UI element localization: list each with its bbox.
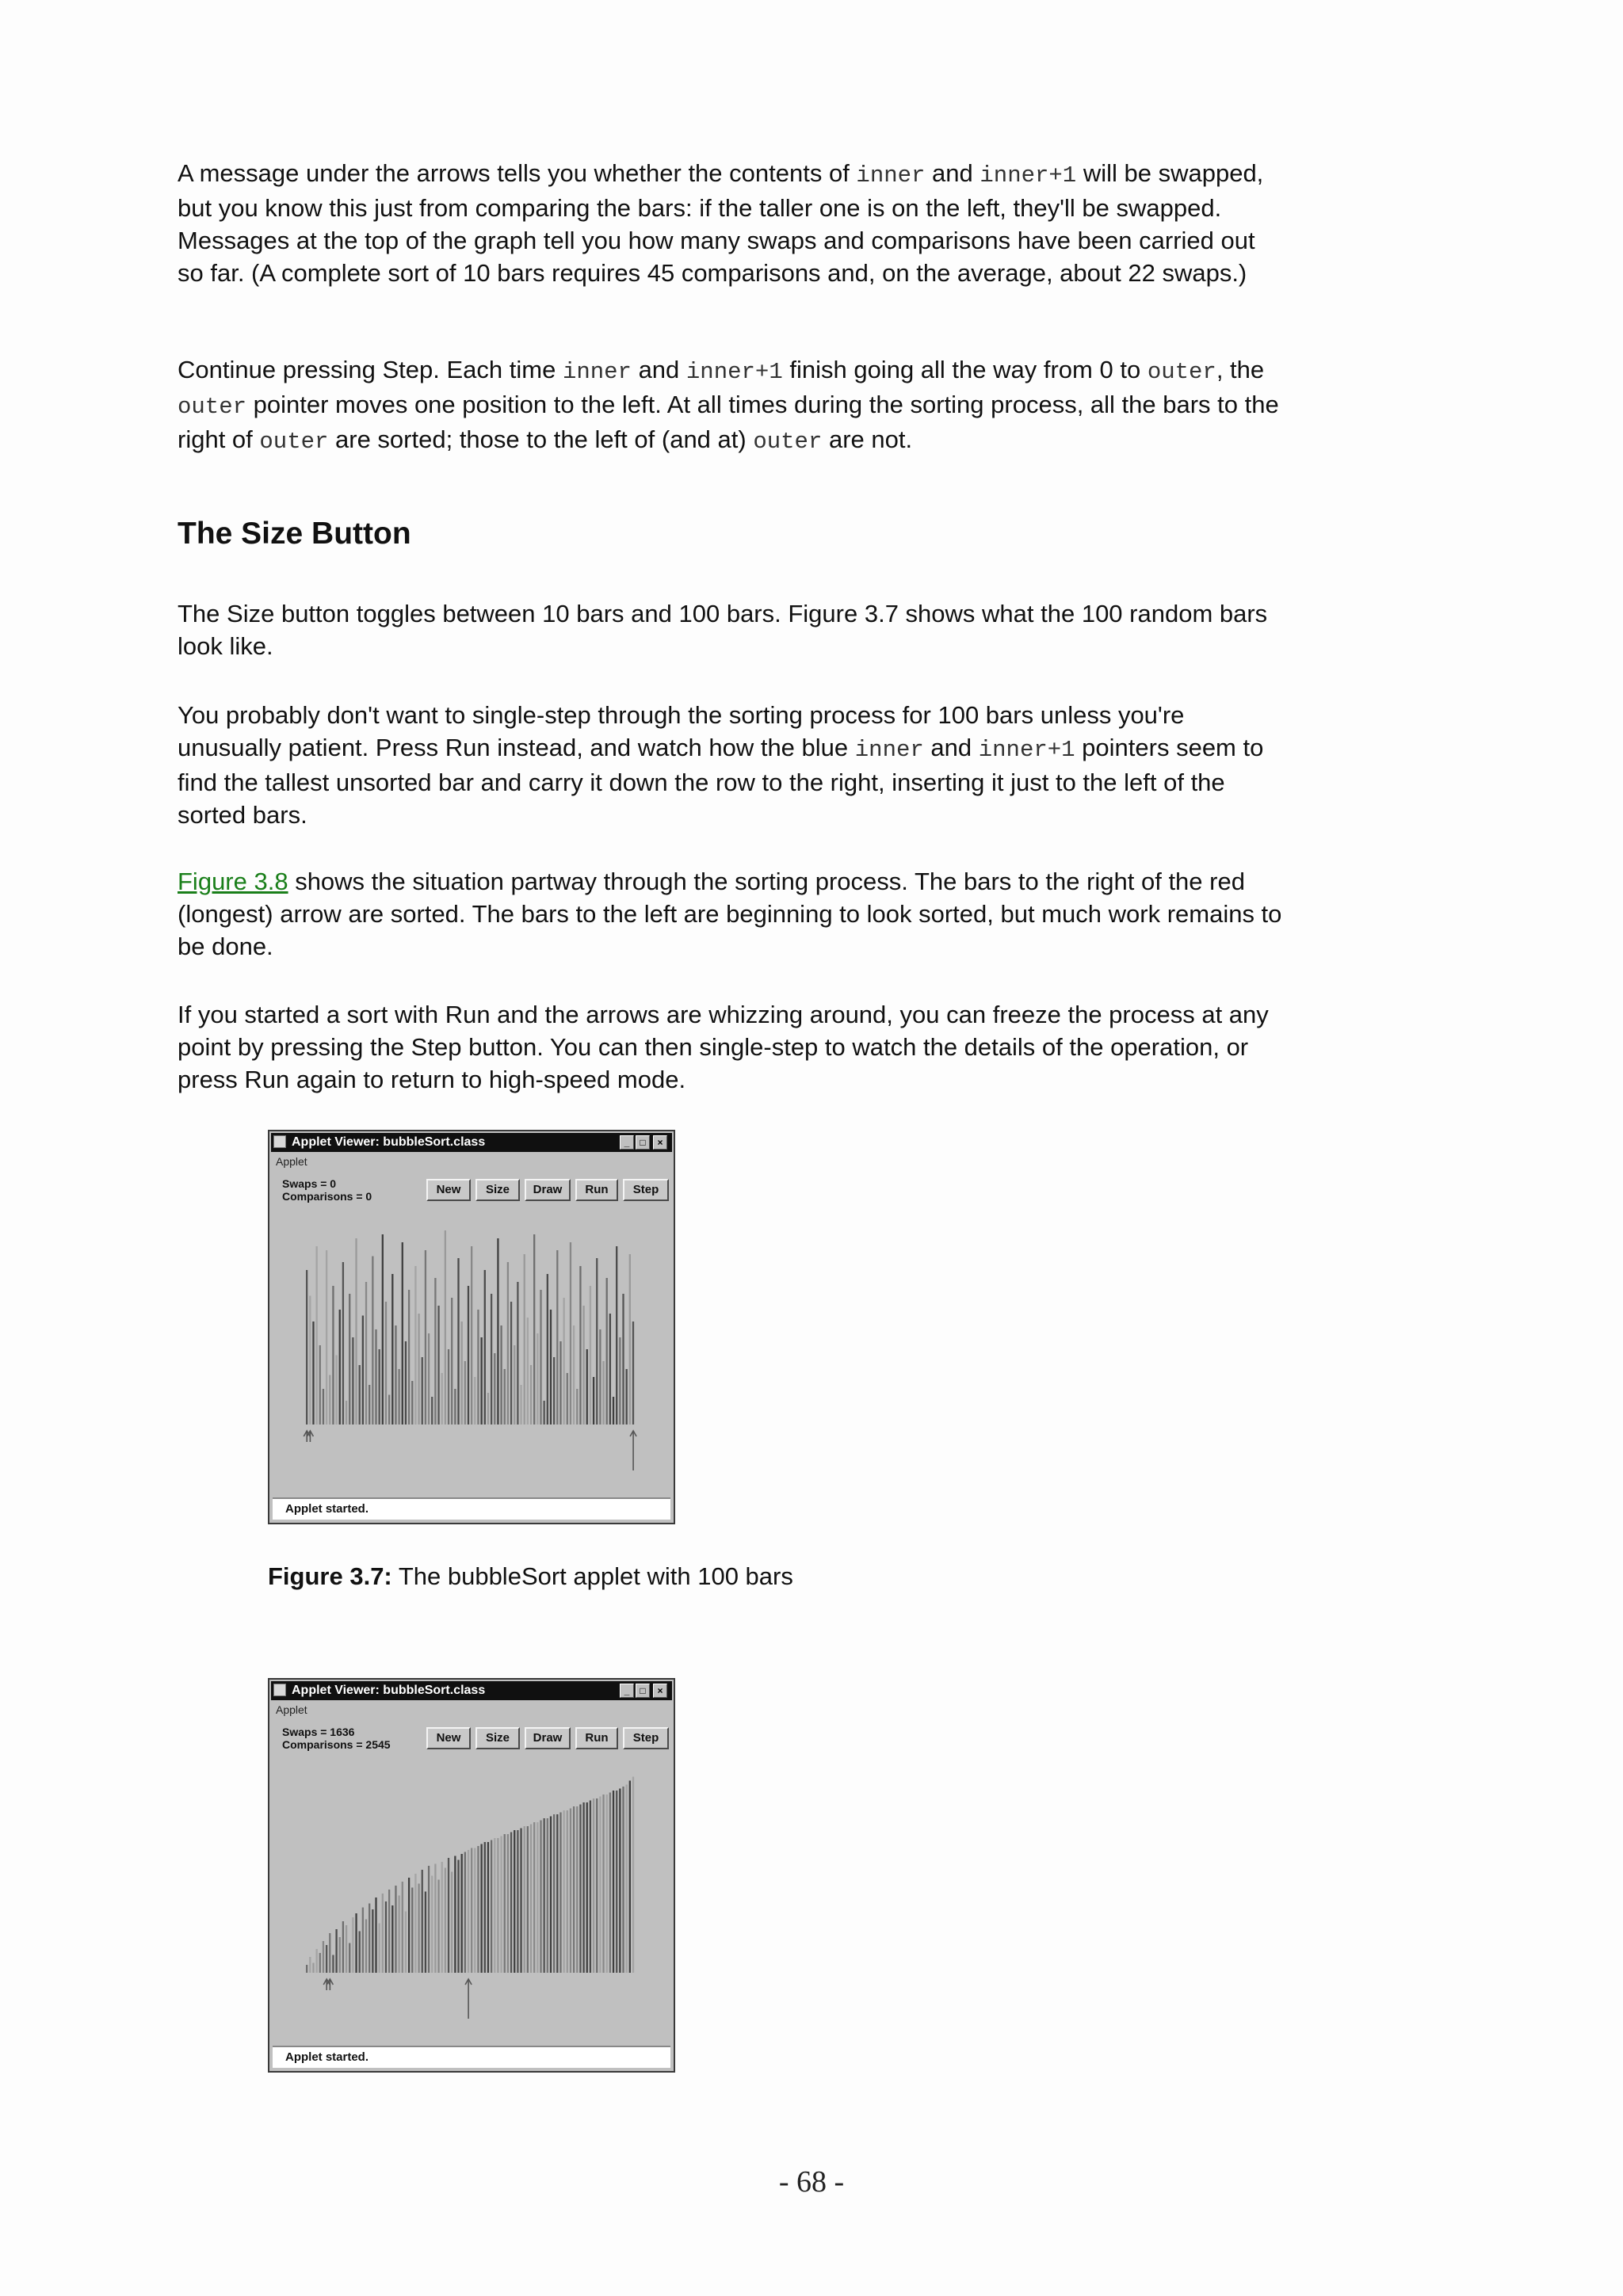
figure-caption-label: Figure 3.7: [268, 1562, 392, 1590]
bar [451, 1298, 453, 1425]
bar [579, 1266, 581, 1425]
bar [494, 1353, 495, 1425]
bar [622, 1294, 624, 1425]
bar [329, 1933, 330, 1973]
bar [550, 1817, 552, 1974]
bar [544, 1818, 545, 1973]
bar [379, 1924, 380, 1974]
bar [428, 1333, 430, 1425]
bar [369, 1904, 370, 1974]
bar [359, 1932, 361, 1974]
bar [544, 1401, 545, 1425]
bar [579, 1805, 581, 1974]
new-button[interactable]: New [426, 1179, 471, 1201]
bar [491, 1840, 492, 1974]
paragraph-run-instead [178, 699, 1287, 831]
bar [480, 1844, 482, 1974]
bar [609, 1314, 611, 1425]
bar [457, 1258, 459, 1425]
code-inner: inner [562, 359, 632, 385]
applet-menu[interactable]: Applet [276, 1155, 307, 1168]
bar [372, 1909, 373, 1973]
bar [527, 1826, 529, 1973]
bar [441, 1862, 443, 1973]
bar [527, 1318, 529, 1425]
bar [428, 1866, 430, 1973]
bar [553, 1814, 555, 1973]
bar [464, 1361, 466, 1425]
paragraph-size-button [178, 597, 1287, 662]
bar [540, 1821, 541, 1974]
bar [596, 1258, 598, 1425]
bar [520, 1829, 521, 1974]
bar [395, 1325, 396, 1425]
bar [349, 1943, 350, 1974]
bar [609, 1793, 611, 1974]
bar [448, 1858, 449, 1973]
bar [329, 1375, 330, 1425]
applet-window-figure-3-8 [268, 1678, 675, 2073]
bar [355, 1913, 357, 1973]
bar [362, 1908, 364, 1974]
p4-text-b: and [923, 734, 979, 761]
code-inner-plus-1: inner+1 [980, 162, 1077, 189]
bar [369, 1385, 370, 1425]
bar [556, 1250, 558, 1425]
bar [524, 1254, 525, 1425]
paragraph-continue-step [178, 353, 1287, 458]
bar [359, 1365, 361, 1425]
bar [375, 1897, 376, 1973]
bar [547, 1818, 548, 1973]
bar [362, 1316, 364, 1425]
bar [590, 1801, 591, 1974]
bar [451, 1872, 453, 1974]
bar [332, 1955, 334, 1974]
bar [464, 1852, 466, 1974]
page-number: - 68 - [778, 2165, 845, 2199]
bar [507, 1262, 509, 1425]
bar [524, 1826, 525, 1973]
bar [540, 1290, 541, 1425]
bar [563, 1298, 564, 1425]
bar [306, 1965, 307, 1973]
bar [425, 1250, 426, 1425]
comparisons-count: Comparisons = 2545 [282, 1738, 391, 1751]
size-button[interactable]: Size [475, 1179, 520, 1201]
p5-text-a: shows the situation partway through the sorting process. The bars to the right of the red (longest) arrow are sorted. The bars to the left are beginning to look sorted, but much work remains to be done. [178, 868, 1282, 960]
bar [448, 1349, 449, 1425]
bar [582, 1306, 584, 1425]
bar [309, 1296, 311, 1425]
bar [599, 1329, 601, 1425]
code-inner-plus-1: inner+1 [978, 737, 1075, 763]
code-outer: outer [259, 429, 329, 455]
bar [411, 1888, 413, 1974]
bar [388, 1890, 390, 1973]
close-icon[interactable]: × [653, 1135, 667, 1150]
bar [613, 1397, 614, 1425]
bar [437, 1880, 439, 1974]
bar [616, 1246, 617, 1425]
bar [567, 1373, 568, 1425]
bar [342, 1921, 344, 1973]
window-title: Applet Viewer: bubbleSort.class [292, 1684, 486, 1697]
bar [556, 1814, 558, 1973]
bar [398, 1369, 399, 1425]
bar [632, 1322, 634, 1425]
bar [632, 1777, 634, 1974]
bar [461, 1322, 463, 1425]
maximize-icon[interactable]: □ [636, 1684, 650, 1698]
applet-status-bar: Applet started. [273, 1497, 670, 1520]
bar [590, 1286, 591, 1425]
bar [599, 1797, 601, 1974]
draw-button[interactable]: Draw [525, 1179, 571, 1201]
bar [586, 1802, 588, 1973]
bar [474, 1848, 475, 1974]
bar [434, 1278, 436, 1425]
bar [422, 1870, 423, 1973]
bar [477, 1846, 479, 1973]
bar [619, 1789, 621, 1974]
bar [596, 1798, 598, 1973]
bar [411, 1381, 413, 1425]
p1-text-b: and [925, 159, 980, 187]
applet-window-icon [273, 1135, 286, 1148]
bar [402, 1242, 403, 1425]
bar [497, 1238, 498, 1425]
new-button[interactable]: New [426, 1727, 471, 1749]
bar [484, 1842, 486, 1973]
window-titlebar [271, 1133, 672, 1152]
bar [335, 1929, 337, 1973]
p2-text-d: , the [1216, 356, 1265, 383]
bar [418, 1314, 419, 1425]
bar [405, 1341, 407, 1425]
bar [619, 1337, 621, 1425]
bar [418, 1884, 419, 1974]
bar [352, 1337, 353, 1425]
bar [517, 1282, 518, 1425]
figure-3-8-link[interactable]: Figure 3.8 [178, 868, 288, 895]
step-button[interactable]: Step [623, 1179, 669, 1201]
bar [510, 1833, 512, 1974]
bar [537, 1333, 538, 1425]
close-icon[interactable]: × [653, 1684, 667, 1698]
bar [408, 1290, 410, 1425]
bar [382, 1894, 384, 1973]
p2-text-g: are not. [822, 425, 913, 453]
bar [422, 1357, 423, 1425]
bar [487, 1393, 489, 1425]
bar [474, 1377, 475, 1425]
bar [487, 1842, 489, 1973]
outer-arrow [630, 1431, 636, 1470]
bar [441, 1373, 443, 1425]
bar [586, 1349, 588, 1425]
bar [398, 1896, 399, 1974]
bar [553, 1357, 555, 1425]
code-outer: outer [753, 429, 823, 455]
size-button[interactable]: Size [475, 1727, 520, 1749]
p6-text: If you started a sort with Run and the arrows are whizzing around, you can freeze the process at any point by pressing the Step button. You can then single-step to watch the details of the operation, or press Run again to return to high-speed mode. [178, 1001, 1269, 1093]
bar [339, 1937, 341, 1973]
figure-caption-text: The bubbleSort applet with 100 bars [391, 1562, 793, 1590]
bar [335, 1356, 337, 1425]
bar [346, 1925, 347, 1973]
bar [431, 1397, 433, 1425]
run-button[interactable]: Run [575, 1179, 618, 1201]
bar [326, 1945, 327, 1973]
section-heading: The Size Button [178, 517, 411, 551]
bar [593, 1377, 594, 1425]
bar [484, 1270, 486, 1425]
bar [332, 1286, 334, 1425]
bar [454, 1856, 456, 1974]
bar [323, 1941, 324, 1973]
bar [480, 1337, 482, 1425]
code-inner: inner [854, 737, 924, 763]
code-outer: outer [178, 394, 247, 420]
bar [530, 1825, 532, 1974]
bar [339, 1310, 341, 1425]
bar [312, 1322, 314, 1425]
bar [533, 1234, 535, 1425]
bar [425, 1892, 426, 1974]
bar [602, 1794, 604, 1973]
bar [494, 1838, 495, 1973]
bar [395, 1886, 396, 1973]
bar [445, 1868, 446, 1974]
bar [573, 1806, 575, 1973]
bar [477, 1310, 479, 1425]
bar [510, 1302, 512, 1425]
bar [514, 1345, 515, 1425]
code-inner: inner [856, 162, 926, 189]
bar [626, 1785, 628, 1974]
stats-panel [282, 1177, 372, 1203]
bar [471, 1848, 472, 1974]
bar [593, 1798, 594, 1973]
bar [385, 1302, 387, 1425]
swaps-count: Swaps = 0 [282, 1177, 337, 1190]
paragraph-swap-message [178, 157, 1287, 289]
bar [629, 1254, 631, 1425]
bar [530, 1365, 532, 1425]
applet-menu[interactable]: Applet [276, 1703, 307, 1716]
bar [382, 1234, 384, 1425]
bar [352, 1917, 353, 1973]
bar [491, 1294, 492, 1425]
bar [602, 1361, 604, 1425]
bar [414, 1266, 416, 1425]
bar [507, 1834, 509, 1973]
bar [312, 1963, 314, 1974]
outer-arrow [465, 1979, 472, 2019]
bar [559, 1341, 561, 1425]
bar [431, 1876, 433, 1974]
bar [629, 1781, 631, 1974]
p2-text-b: and [631, 356, 686, 383]
bar [461, 1854, 463, 1973]
bar [349, 1294, 350, 1425]
bar [355, 1238, 357, 1425]
bar [365, 1920, 367, 1974]
bar [606, 1794, 608, 1973]
stats-panel [282, 1726, 391, 1751]
bar [559, 1813, 561, 1974]
bar [613, 1791, 614, 1973]
bar [500, 1325, 502, 1425]
bar [414, 1874, 416, 1973]
bar [500, 1836, 502, 1974]
bar [326, 1250, 327, 1425]
bar [504, 1369, 506, 1425]
bar [437, 1306, 439, 1425]
bar [573, 1325, 575, 1425]
bar [319, 1953, 321, 1973]
bar [391, 1274, 393, 1425]
bar [517, 1830, 518, 1973]
bar [622, 1787, 624, 1973]
minimize-icon[interactable]: _ [620, 1684, 634, 1698]
bar [468, 1850, 469, 1973]
paragraph-freeze-process [178, 998, 1287, 1096]
p4-text-c: pointers seem to find the tallest unsorted bar and carry it down the row to the right, inserting it just to the left of the sorted bars. [178, 734, 1264, 829]
code-inner-plus-1: inner+1 [685, 359, 783, 385]
bar [497, 1838, 498, 1973]
bar [547, 1274, 548, 1425]
bar [550, 1310, 552, 1425]
run-button[interactable]: Run [575, 1727, 618, 1749]
p2-text-a: Continue pressing Step. Each time [178, 356, 563, 383]
bar [533, 1822, 535, 1973]
swaps-count: Swaps = 1636 [282, 1726, 355, 1738]
bar [306, 1270, 307, 1425]
bar [346, 1401, 347, 1425]
comparisons-count: Comparisons = 0 [282, 1190, 372, 1203]
step-button[interactable]: Step [623, 1727, 669, 1749]
p4-text-a: You probably don't want to single-step through the sorting process for 100 bars unless you're unusually patient. Press Run instead, and watch how the blue [178, 701, 1185, 761]
bar [445, 1230, 446, 1425]
bar [323, 1389, 324, 1425]
p1-text-a: A message under the arrows tells you whether the contents of [178, 159, 857, 187]
p2-text-e: pointer moves one position to the left. At all times during the sorting process, all the bars to the right of [178, 391, 1279, 453]
bar [309, 1957, 311, 1973]
maximize-icon[interactable]: □ [636, 1135, 650, 1150]
bar [468, 1286, 469, 1425]
bar [402, 1882, 403, 1973]
p2-text-c: finish going all the way from 0 to [782, 356, 1148, 383]
bar [405, 1912, 407, 1974]
bar [514, 1830, 515, 1973]
bar [471, 1246, 472, 1425]
p3-text: The Size button toggles between 10 bars and 100 bars. Figure 3.7 shows what the 100 random bars look like. [178, 600, 1268, 660]
bar [537, 1822, 538, 1973]
p2-text-f: are sorted; those to the left of (and at) [328, 425, 754, 453]
bar [567, 1810, 568, 1973]
bar [582, 1802, 584, 1973]
bar [385, 1901, 387, 1973]
bar [319, 1345, 321, 1425]
bar [388, 1395, 390, 1425]
bar [457, 1860, 459, 1974]
paragraph-figure-38 [178, 865, 1287, 963]
window-titlebar [271, 1681, 672, 1700]
bar [563, 1810, 564, 1973]
bar [434, 1864, 436, 1974]
bar [504, 1834, 506, 1973]
p1-text-c: will be swapped, but you know this just from comparing the bars: if the taller one is on the left, they'll be swapped. Messages at the top of the graph tell you how many swaps and comparisons have been carried out so far. (A complete sort of 10 bars requires 45 comparisons and, on the average, about 22 swaps.) [178, 159, 1264, 287]
minimize-icon[interactable]: _ [620, 1135, 634, 1150]
bar [570, 1242, 571, 1425]
bar [372, 1257, 373, 1425]
code-outer: outer [1147, 359, 1216, 385]
bar [576, 1389, 578, 1425]
bar [391, 1905, 393, 1973]
figure-3-7-caption [268, 1562, 793, 1591]
bar [365, 1282, 367, 1425]
bar [520, 1385, 521, 1425]
applet-window-figure-3-7 [268, 1130, 675, 1524]
applet-status-bar: Applet started. [273, 2046, 670, 2068]
draw-button[interactable]: Draw [525, 1727, 571, 1749]
bar [375, 1329, 376, 1425]
bar [342, 1262, 344, 1425]
applet-window-icon [273, 1684, 286, 1696]
bar [616, 1791, 617, 1973]
bar [454, 1389, 456, 1425]
bar [576, 1806, 578, 1973]
bar [570, 1809, 571, 1974]
bar [315, 1246, 317, 1425]
bar [379, 1349, 380, 1425]
bar [606, 1278, 608, 1425]
bar [315, 1949, 317, 1973]
bar [626, 1369, 628, 1425]
bar [408, 1878, 410, 1973]
window-title: Applet Viewer: bubbleSort.class [292, 1135, 486, 1149]
